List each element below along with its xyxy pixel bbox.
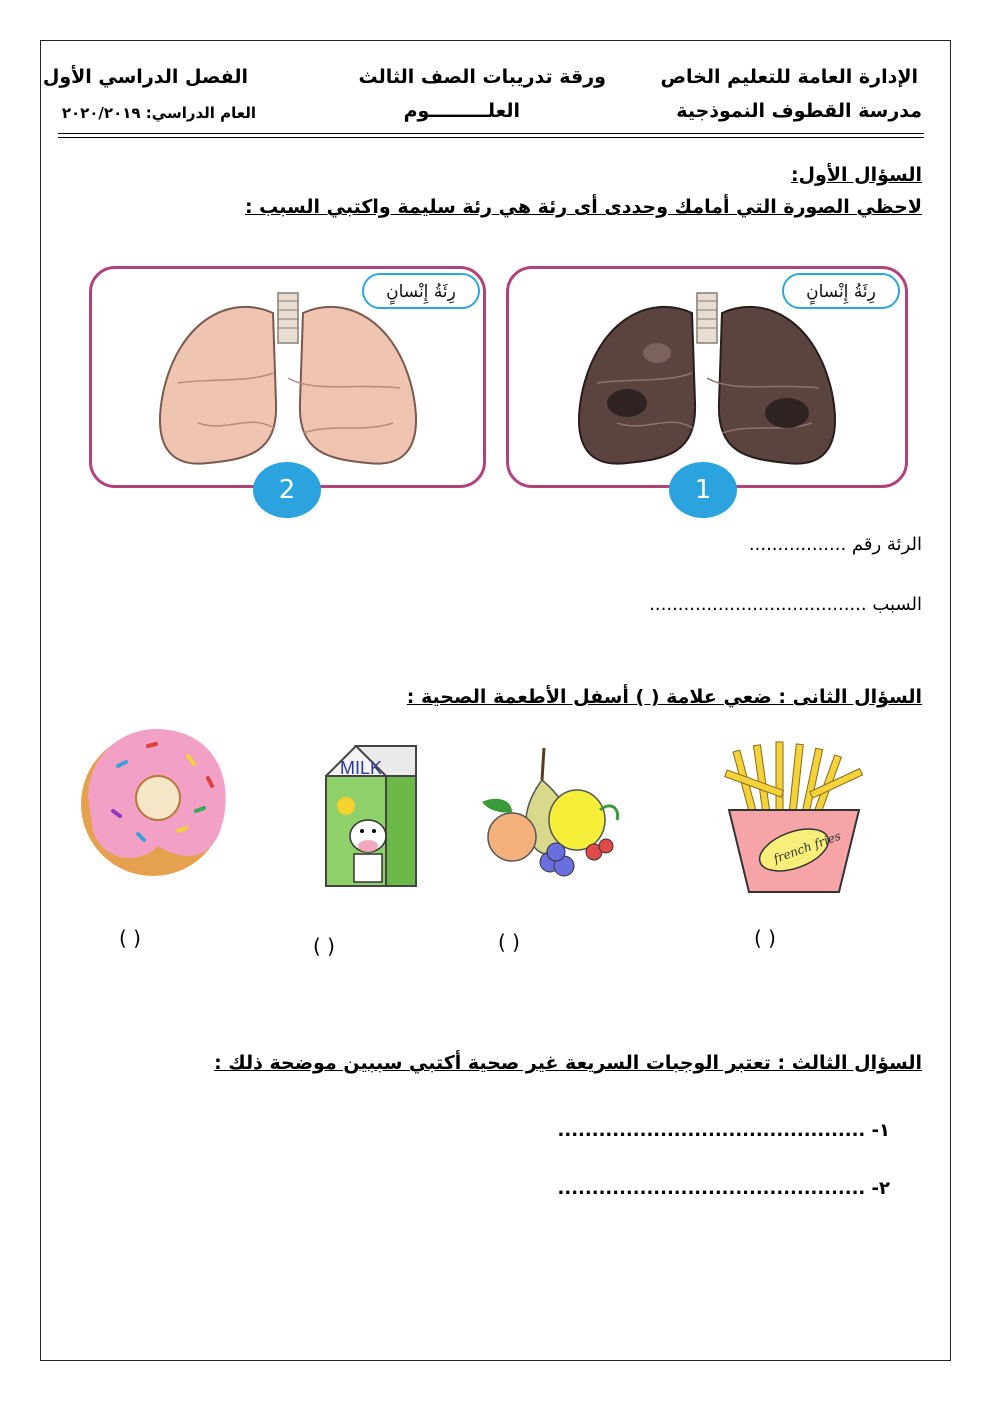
admin-title: الإدارة العامة للتعليم الخاص	[660, 66, 918, 88]
french-fries-image	[714, 740, 874, 900]
milk-answer-box[interactable]: ( )	[313, 934, 335, 958]
subject-title: العلـــــــــوم	[403, 100, 520, 122]
header-divider	[58, 133, 924, 134]
milk-label: MILK	[340, 758, 383, 778]
q3-answer-line-2[interactable]: ٢- .............................................	[557, 1178, 890, 1199]
q3-title: السؤال الثالث : تعتبر الوجبات السريعة غير صحية أكتبي سببين موضحة ذلك :	[214, 1052, 922, 1074]
fries-answer-box[interactable]: ( )	[754, 926, 776, 950]
healthy-lungs-image	[138, 283, 438, 483]
lung-card-2	[89, 266, 486, 488]
lung-card-1-tag: رِئَةُ إِنْسانٍ	[782, 273, 900, 309]
donut-image	[78, 716, 238, 886]
header-divider-2	[58, 137, 924, 138]
fruits-image	[472, 740, 622, 885]
smoker-lungs-image	[557, 283, 857, 483]
academic-year: العام الدراسي: ٢٠٢٠/٢٠١٩	[61, 104, 256, 122]
lung-number-1-badge: 1	[669, 462, 737, 518]
q2-title: السؤال الثانى : ضعي علامة ( ) أسفل الأطعمة الصحية :	[406, 686, 922, 708]
semester-label: الفصل الدراسي الأول	[42, 66, 248, 88]
q3-answer-line-1[interactable]: ١- .............................................	[557, 1120, 890, 1141]
lung-card-1	[506, 266, 908, 488]
school-name: مدرسة القطوف النموذجية	[676, 100, 922, 122]
fries-label: french fries	[771, 828, 843, 866]
lung-card-2-tag: رِئَةُ إِنْسانٍ	[362, 273, 480, 309]
sheet-title: ورقة تدريبات الصف الثالث	[358, 66, 606, 88]
answer-reason[interactable]: السبب ......................................	[649, 594, 922, 615]
fruits-answer-box[interactable]: ( )	[498, 930, 520, 954]
donut-answer-box[interactable]: ( )	[119, 926, 141, 950]
q1-instruction: لاحظي الصورة التي أمامك وحددى أى رئة هي رئة سليمة واكتبي السبب :	[244, 196, 922, 218]
q1-title: السؤال الأول:	[790, 164, 922, 186]
answer-lung-number[interactable]: الرئة رقم .................	[748, 534, 922, 555]
lung-number-2-badge: 2	[253, 462, 321, 518]
milk-carton-image	[316, 736, 426, 896]
